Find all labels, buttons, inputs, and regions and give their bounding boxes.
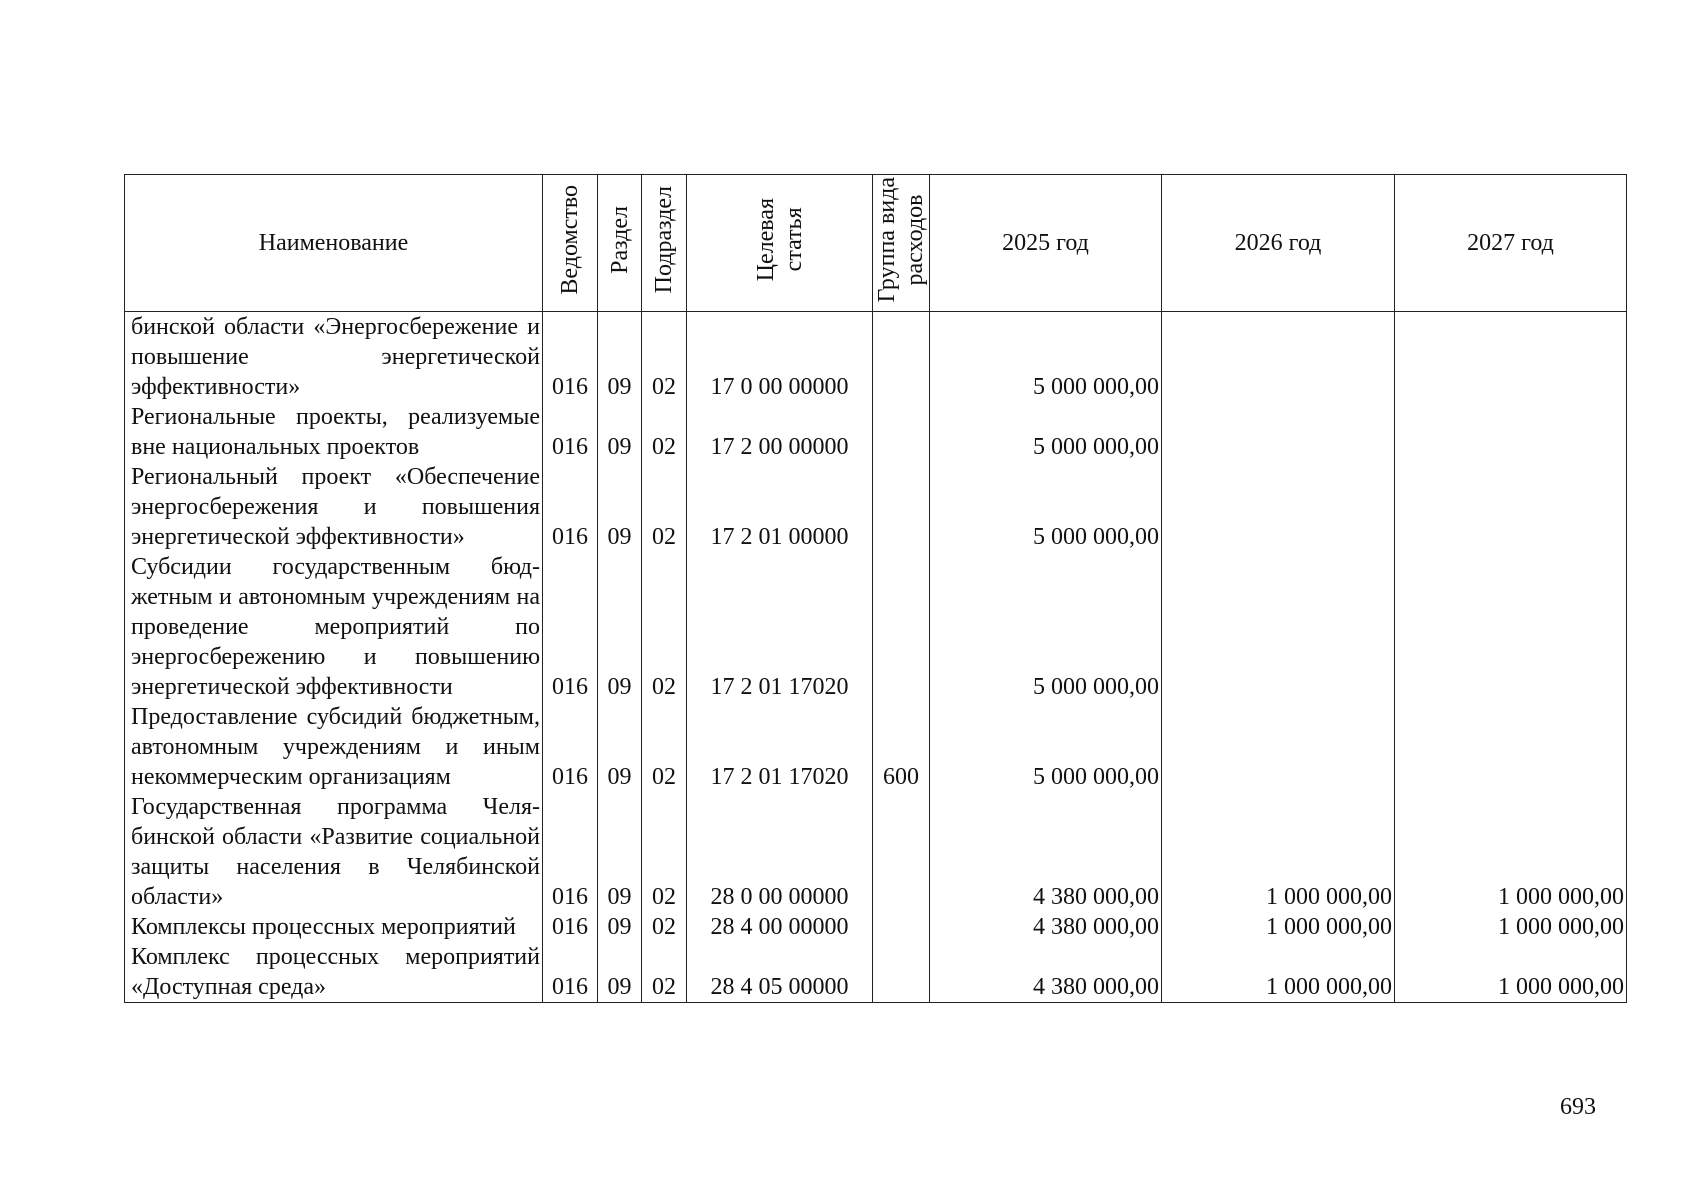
table-body [125, 312, 1627, 1003]
row-amount-2027 [1395, 552, 1627, 702]
header-name-label: Наименование [258, 229, 409, 256]
row-target-article: 17 2 01 17020 [687, 552, 873, 702]
row-subsection: 02 [642, 702, 687, 792]
table-row [125, 402, 1627, 462]
header-department-label: Ведомство [557, 184, 583, 295]
row-section: 09 [598, 912, 642, 942]
row-amount-2027: 1 000 000,00 [1395, 792, 1627, 912]
row-subsection: 02 [642, 312, 687, 403]
header-year-2026-label: 2026 год [1234, 229, 1322, 256]
row-subsection: 02 [642, 552, 687, 702]
row-amount-2027 [1395, 402, 1627, 462]
table-row [125, 702, 1627, 792]
header-target-article [687, 175, 873, 312]
header-subsection-label: Подраздел [651, 185, 677, 294]
row-section: 09 [598, 402, 642, 462]
header-target-article-label [752, 198, 808, 281]
budget-table [124, 174, 1627, 1003]
row-expense-group [873, 552, 930, 702]
table-row [125, 942, 1627, 1003]
row-amount-2025: 4 380 000,00 [930, 792, 1162, 912]
row-name: Региональный проект «Обеспечение энергосбережения и повышения энергетической эффективности» [125, 462, 543, 552]
row-target-article: 28 4 00 00000 [687, 912, 873, 942]
row-amount-2026: 1 000 000,00 [1162, 942, 1395, 1003]
row-amount-2026 [1162, 402, 1395, 462]
row-amount-2026 [1162, 552, 1395, 702]
row-department: 016 [543, 552, 598, 702]
header-expense-group-line2: расходов [902, 194, 928, 285]
row-amount-2026 [1162, 312, 1395, 403]
row-target-article: 17 2 01 00000 [687, 462, 873, 552]
row-section: 09 [598, 942, 642, 1003]
row-amount-2025: 5 000 000,00 [930, 462, 1162, 552]
row-department: 016 [543, 942, 598, 1003]
row-department: 016 [543, 912, 598, 942]
row-amount-2026: 1 000 000,00 [1162, 912, 1395, 942]
header-year-2025 [930, 175, 1162, 312]
header-section [598, 175, 642, 312]
row-section: 09 [598, 462, 642, 552]
row-expense-group [873, 792, 930, 912]
row-target-article: 28 0 00 00000 [687, 792, 873, 912]
row-subsection: 02 [642, 942, 687, 1003]
row-amount-2027 [1395, 702, 1627, 792]
row-subsection: 02 [642, 792, 687, 912]
row-name: Субсидии государственным бюджетным и автономным учреждениям на проведение мероприятий по энергосбережению и повышению энергетической эффективности [125, 552, 543, 702]
row-amount-2027: 1 000 000,00 [1395, 942, 1627, 1003]
row-expense-group [873, 462, 930, 552]
row-amount-2026 [1162, 462, 1395, 552]
header-year-2026 [1162, 175, 1395, 312]
row-name: Комплексы процессных мероприятий [125, 912, 543, 942]
table-header [125, 175, 1627, 312]
row-amount-2025: 5 000 000,00 [930, 402, 1162, 462]
header-year-2027 [1395, 175, 1627, 312]
header-expense-group [873, 175, 930, 312]
row-section: 09 [598, 312, 642, 403]
header-section-label: Раздел [606, 205, 633, 274]
row-section: 09 [598, 792, 642, 912]
row-target-article: 17 0 00 00000 [687, 312, 873, 403]
header-year-2027-label: 2027 год [1467, 229, 1554, 256]
header-target-article-line1: Целевая [752, 197, 779, 282]
row-name: бинской области «Энергосбережение и повышение энергетической эффективности» [125, 312, 543, 403]
row-amount-2027: 1 000 000,00 [1395, 912, 1627, 942]
row-name: Комплекс процессных мероприятий «Доступная среда» [125, 942, 543, 1003]
row-expense-group [873, 402, 930, 462]
table-row [125, 462, 1627, 552]
header-expense-group-label [873, 177, 929, 302]
row-department: 016 [543, 462, 598, 552]
row-target-article: 28 4 05 00000 [687, 942, 873, 1003]
row-target-article: 17 2 01 17020 [687, 702, 873, 792]
row-section: 09 [598, 702, 642, 792]
row-subsection: 02 [642, 462, 687, 552]
row-department: 016 [543, 792, 598, 912]
row-section: 09 [598, 552, 642, 702]
row-expense-group [873, 942, 930, 1003]
row-amount-2025: 5 000 000,00 [930, 312, 1162, 403]
row-department: 016 [543, 312, 598, 403]
table-row [125, 312, 1627, 403]
budget-table-wrapper [124, 174, 1626, 1003]
row-amount-2025: 5 000 000,00 [930, 552, 1162, 702]
row-amount-2025: 4 380 000,00 [930, 912, 1162, 942]
table-row [125, 912, 1627, 942]
row-target-article: 17 2 00 00000 [687, 402, 873, 462]
row-name: Государственная программа Челябинской области «Развитие социальной защиты населения в Челябинской области» [125, 792, 543, 912]
row-amount-2026: 1 000 000,00 [1162, 792, 1395, 912]
row-name: Региональные проекты, реализуемые вне национальных проектов [125, 402, 543, 462]
row-amount-2027 [1395, 312, 1627, 403]
header-name [125, 175, 543, 312]
table-row [125, 792, 1627, 912]
header-department [543, 175, 598, 312]
row-name: Предоставление субсидий бюджетным, автономным учреждениям и иным некоммерческим организациям [125, 702, 543, 792]
row-expense-group [873, 312, 930, 403]
table-row [125, 552, 1627, 702]
row-subsection: 02 [642, 912, 687, 942]
row-amount-2025: 5 000 000,00 [930, 702, 1162, 792]
row-department: 016 [543, 702, 598, 792]
row-expense-group: 600 [873, 702, 930, 792]
header-subsection [642, 175, 687, 312]
row-department: 016 [543, 402, 598, 462]
page-number: 693 [1560, 1094, 1596, 1120]
row-amount-2025: 4 380 000,00 [930, 942, 1162, 1003]
row-amount-2026 [1162, 702, 1395, 792]
row-amount-2027 [1395, 462, 1627, 552]
row-subsection: 02 [642, 402, 687, 462]
row-expense-group [873, 912, 930, 942]
header-year-2025-label: 2025 год [1002, 229, 1089, 256]
header-expense-group-line1: Группа вида [874, 176, 900, 303]
header-target-article-line2: статья [780, 207, 807, 272]
